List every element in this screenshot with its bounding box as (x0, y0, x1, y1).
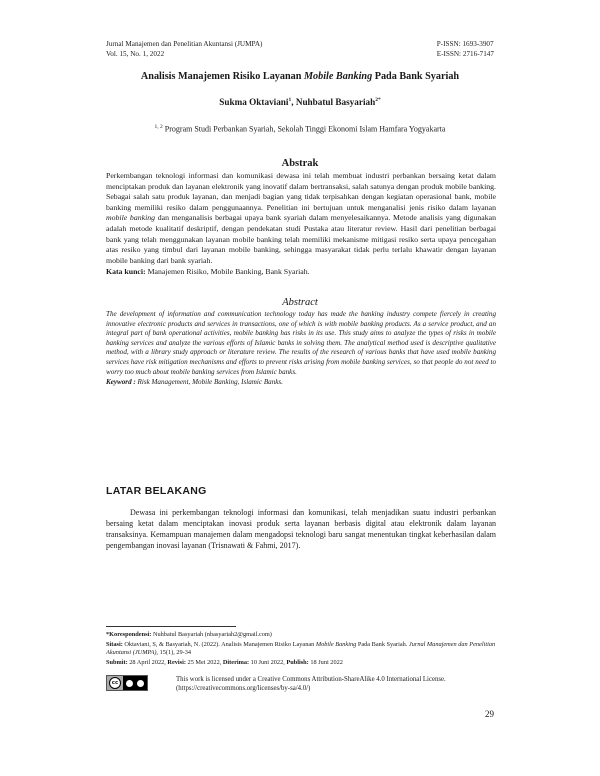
section-heading: LATAR BELAKANG (106, 485, 207, 497)
abstract-keywords: Keyword : Risk Management, Mobile Banking, Islamic Banks. (106, 378, 283, 387)
paper-title: Analisis Manajemen Risiko Layanan Mobile Banking Pada Bank Syariah (140, 71, 460, 82)
page-number: 29 (485, 709, 494, 719)
author-1: Sukma Oktaviani (219, 97, 289, 108)
author-2: Nuhbatul Basyariah (295, 97, 376, 108)
license-link[interactable]: (https://creativecommons.org/licenses/by-sa/4.0/) (176, 685, 311, 693)
journal-volume: Vol. 15, No. 1, 2022 (106, 49, 165, 58)
pissn: P-ISSN: 1693-3907 (436, 40, 494, 48)
cc-attribution-icon (123, 676, 147, 690)
journal-header-left (106, 40, 262, 59)
cc-by-sa-icon (106, 675, 148, 691)
abstrak-keywords: Kata kunci: Manajemen Risiko, Mobile Banking, Bank Syariah. (106, 267, 310, 277)
eissn: E-ISSN: 2716-7147 (436, 49, 494, 58)
citation-note: Sitasi: Oktaviani, S, & Basyariah, N. (2022). Analisis Manajemen Risiko Layanan Mobile Banking Pada Bank Syariah. Jurnal Manajemen dan Penelitian Akuntansi (JUMPA), 15(1), 29-34 (106, 641, 496, 657)
abstrak-heading: Abstrak (281, 158, 319, 169)
abstract-body: The development of information and communication technology today has made the banking industry compete fiercely in creating innovative electronic products and services in transactions, one of which is with mobile banking products. As a service product, and an integral part of bank operational activities, mobile banking has risks in its use. This study aims to analyze the types of risks in mobile banking services and analyze the various efforts of Islamic banks in solving them. The analytical method used is descriptive qualitative method, with a library study approach or literature review. The results of the research of various banks that have used mobile banking services have risk mitigation mechanisms and efforts to prevent risks arising from mobile banking services, so that people do not need to worry too much about mobile banking services from Islamic banks. Keyword : Risk Management, Mobile Banking, Islamic Banks. (106, 310, 496, 387)
correspondence-note: *Korespondensi: Nuhbatul Basyariah (nbasyariah2@gmail.com) (106, 631, 272, 638)
footnote-divider (106, 626, 236, 627)
journal-header-right (437, 40, 494, 59)
abstrak-body: Perkembangan teknologi informasi dan komunikasi dewasa ini telah membuat industri perbankan bersaing ketat dalam menciptakan produk dan layanan elektronik yang inovatif dalam bertransaksi, salah satunya dengan produk mobile banking. Sebagai salah satu produk layanan, dan menjadi bagian yang tidak terpisahkan dengan kegiatan operasional bank, mobile banking memiliki resiko dalam penggunaannya. Penelitian ini bertujuan untuk menganalisi jenis risiko dalam layanan mobile banking dan menganalisis berbagai upaya bank syariah dalam menyelesaikannya. Metode analisis yang digunakan adalah metode kualitatif deskriptif, dengan pendekatan studi Pustaka atau literatur review. Hasil dari penelitian berbagai bank yang telah menggunakan layanan mobile banking telah memiliki mekanisme mitigasi resiko serta upaya pencegahan atas resiko yang timbul dari layanan mobile banking, sehingga masyarakat tidak perlu terlalu khawatir dengan layanan mobile banking dari bank syariah. Kata kunci: Manajemen Risiko, Mobile Banking, Bank Syariah. (106, 171, 496, 277)
affiliation: $^{1, 2}$ Program Studi Perbankan Syariah, Sekolah Tinggi Ekonomi Islam Hamfara Yogyakarta (154, 124, 446, 134)
dates-note: Submit: 28 April 2022, Revisi: 25 Mei 2022, Diterima: 10 Juni 2022, Publish: 18 Juni 2022 (106, 659, 343, 666)
journal-name: Jurnal Manajemen dan Penelitian Akuntansi (JUMPA) (106, 40, 263, 48)
license-text: This work is licensed under a Creative Commons Attribution-ShareAlike 4.0 International License. (https://creativecommons.org/licenses/by-sa/4.0/) (176, 675, 501, 694)
cc-logo-icon: cc (109, 677, 121, 689)
author-list: Sukma Oktaviani$^1$, Nuhbatul Basyariah$^{2*}$ (219, 97, 381, 108)
section-paragraph: Dewasa ini perkembangan teknologi informasi dan komunikasi, telah menjadikan suatu industri perbankan bersaing ketat dalam menciptakan inovasi produk serta layanan berbasis digital atau elektronik dalam layanan transaksinya. Kemampuan manajemen dalam mengadopsi teknologi baru sangat menentukan tingkat keberhasilan dalam pengembangan inovasi layanan (Trisnawati & Fahmi, 2017). (106, 508, 496, 550)
abstract-heading: Abstract (282, 297, 318, 308)
